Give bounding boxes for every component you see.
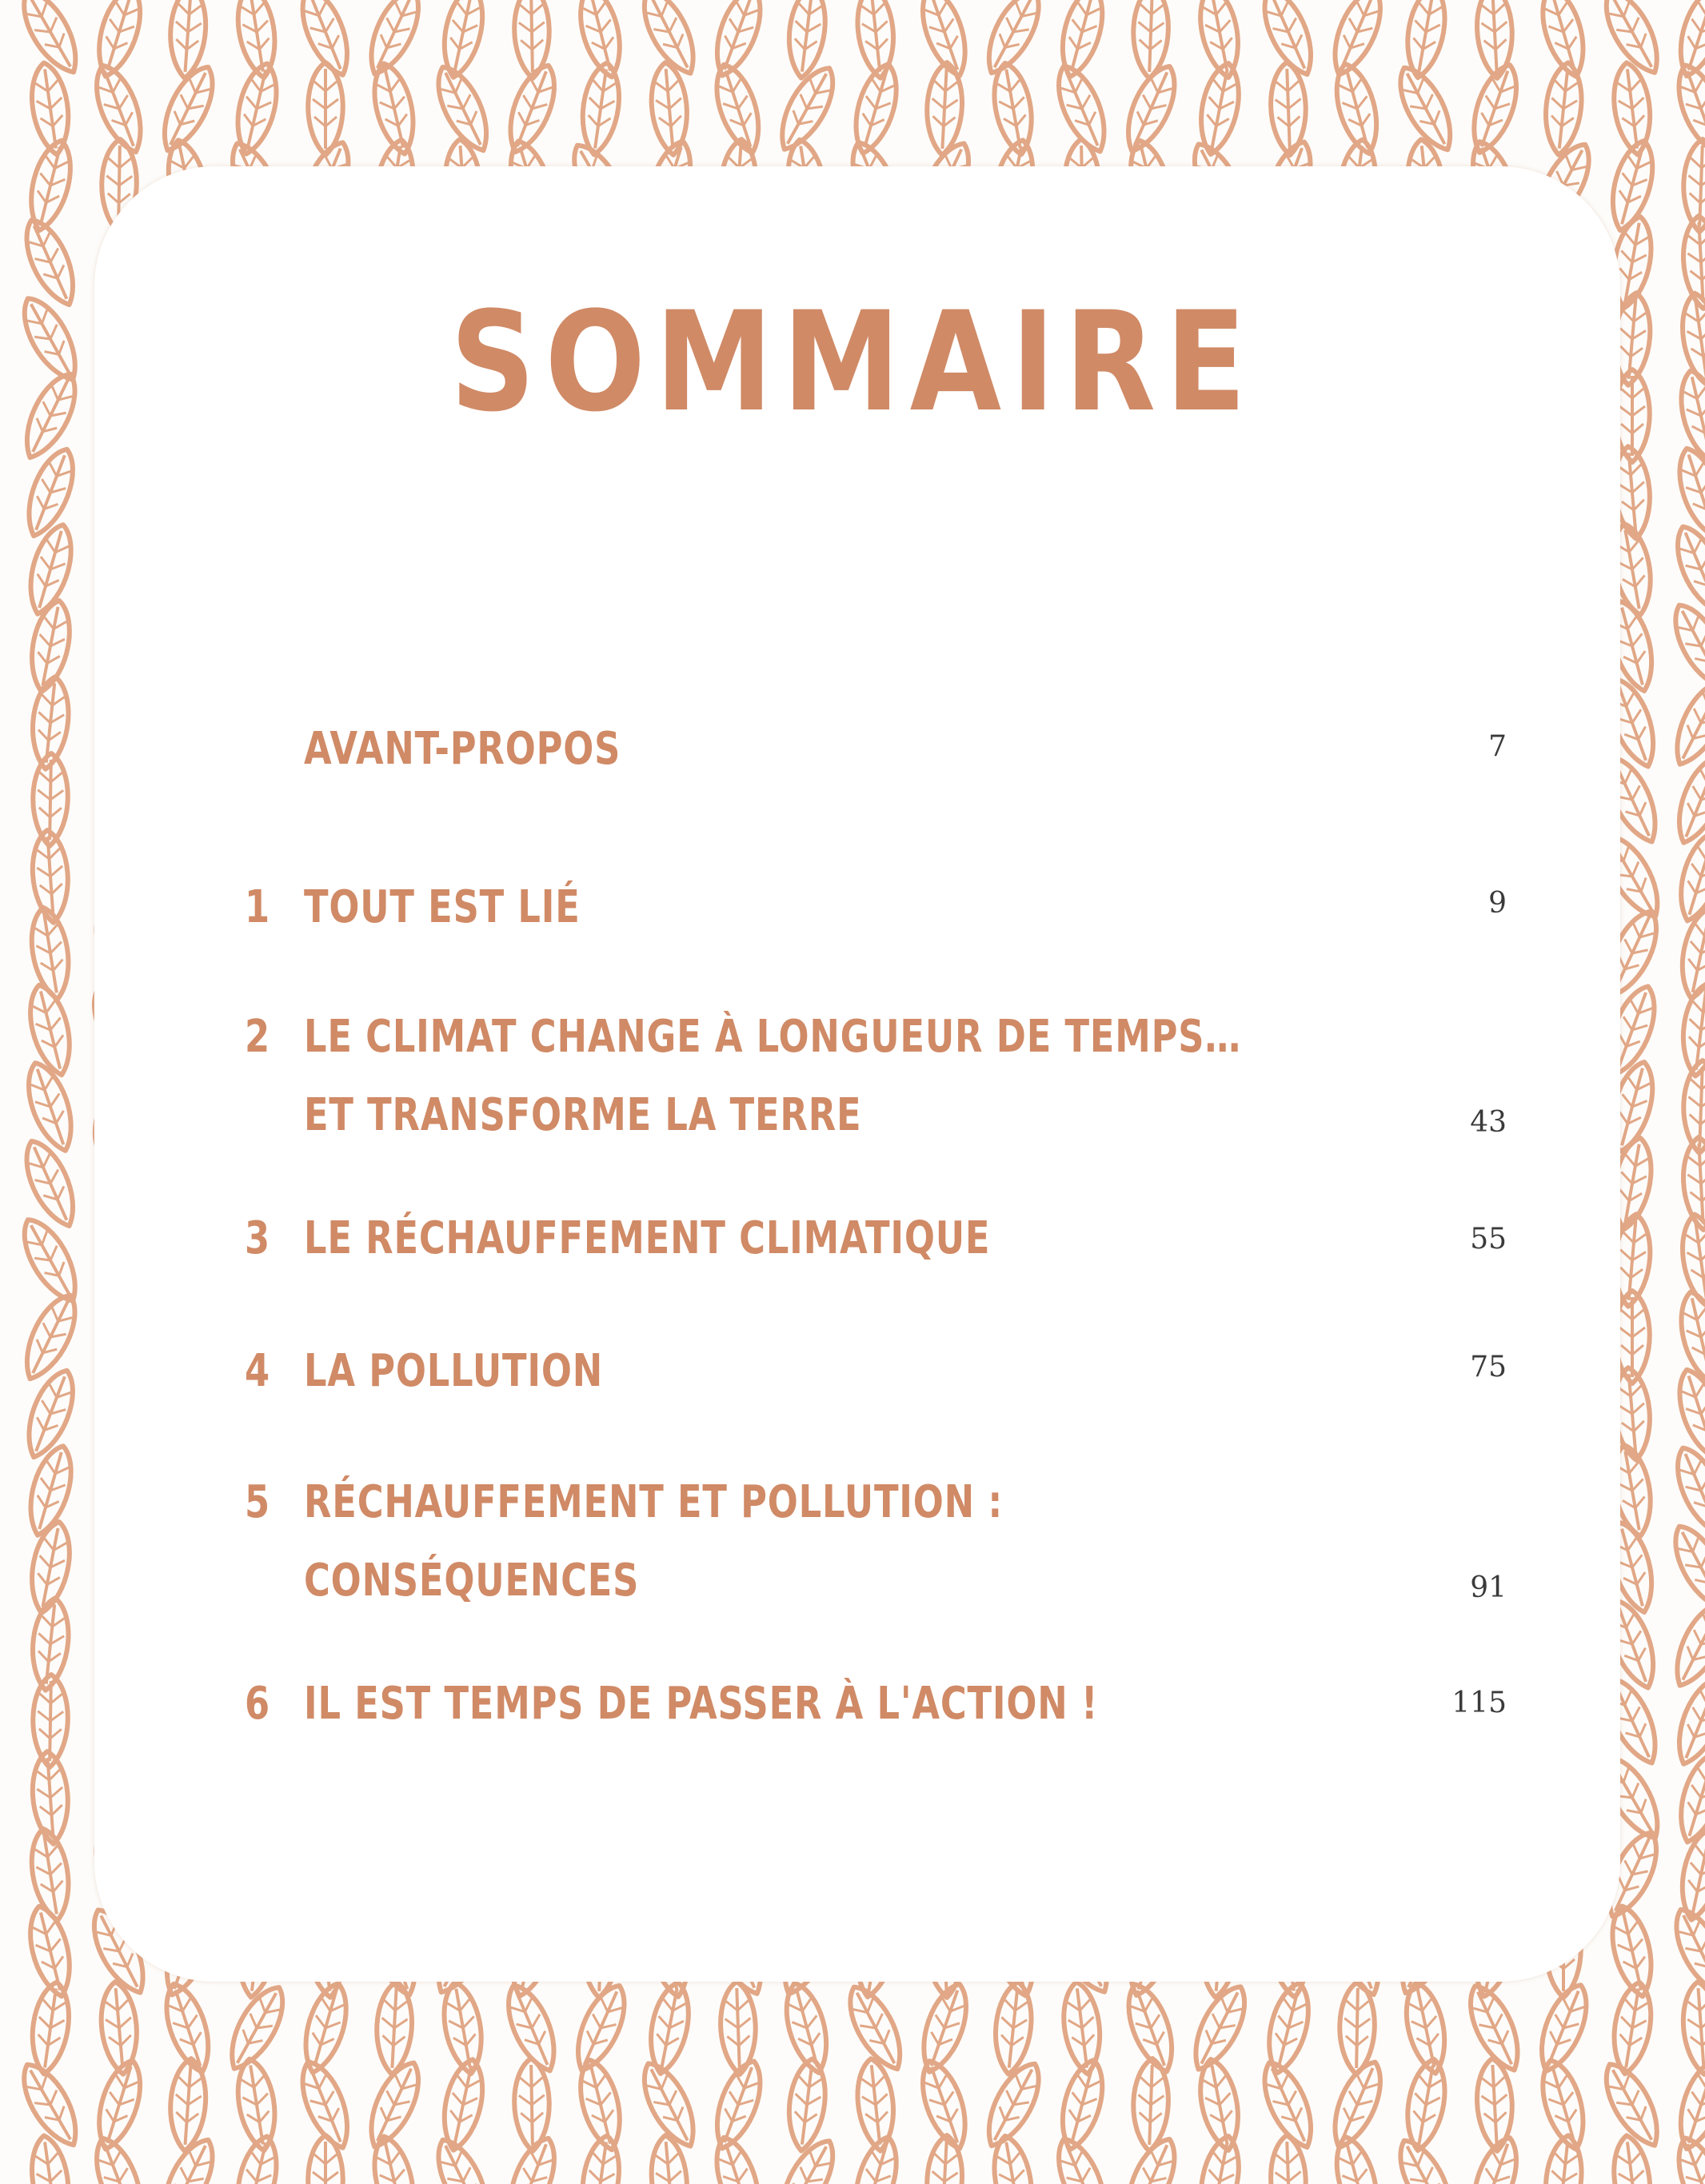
leaf-icon xyxy=(1665,1902,1705,2000)
chapter-title-line[interactable]: TOUT EST LIÉ xyxy=(304,881,581,933)
leaf-icon xyxy=(913,0,976,82)
leaf-icon xyxy=(26,1980,74,2077)
leaf-icon xyxy=(1323,2055,1391,2154)
leaf-icon xyxy=(1541,61,1585,157)
leaf-icon xyxy=(1119,1978,1184,2078)
chapter-title-line[interactable]: LE RÉCHAUFFEMENT CLIMATIQUE xyxy=(304,1212,991,1264)
leaf-icon xyxy=(1670,0,1705,82)
chapter-number: 4 xyxy=(245,1345,270,1397)
leaf-icon xyxy=(706,0,771,82)
leaf-icon xyxy=(1339,1982,1376,2075)
leaf-icon xyxy=(16,213,86,312)
leaf-icon xyxy=(991,1980,1035,2076)
leaf-icon xyxy=(22,980,78,1079)
chapter-number: 2 xyxy=(245,1011,270,1063)
leaf-icon xyxy=(13,1212,88,1310)
leaf-icon xyxy=(633,0,705,82)
chapter-title-line[interactable]: RÉCHAUFFEMENT ET POLLUTION : xyxy=(304,1476,1004,1528)
leaf-icon xyxy=(1664,673,1705,772)
leaf-icon xyxy=(89,2055,150,2154)
leaf-icon xyxy=(566,1978,636,2078)
leaf-icon xyxy=(497,1978,565,2078)
page-number: 55 xyxy=(1470,1223,1507,1256)
leaf-icon xyxy=(784,2057,829,2153)
leaf-icon xyxy=(26,61,74,158)
page-number: 91 xyxy=(1470,1571,1507,1604)
leaf-icon xyxy=(1667,520,1705,619)
chapter-title-line[interactable]: LA POLLUTION xyxy=(304,1345,604,1397)
leaf-icon xyxy=(14,1288,86,1386)
leaf-icon xyxy=(924,62,964,156)
leaf-icon xyxy=(1607,1979,1656,2076)
leaf-icon xyxy=(232,2056,281,2153)
leaf-icon xyxy=(308,2135,343,2184)
leaf-icon xyxy=(577,61,624,158)
leaf-icon xyxy=(769,2133,845,2184)
leaf-icon xyxy=(706,2055,771,2154)
leaf-icon xyxy=(1116,59,1186,158)
chapter-title-line[interactable]: IL EST TEMPS DE PASSER À L'ACTION ! xyxy=(304,1678,1099,1730)
page-title: SOMMAIRE xyxy=(449,281,1256,442)
chapter-number: 6 xyxy=(245,1678,270,1730)
leaf-icon xyxy=(499,59,565,158)
leaf-icon xyxy=(230,2133,284,2184)
leaf-icon xyxy=(292,2055,359,2154)
chapter-title-line[interactable]: ET TRANSFORME LA TERRE xyxy=(304,1089,862,1141)
leaf-icon xyxy=(167,2058,208,2153)
chapter-number: 5 xyxy=(245,1476,270,1528)
leaf-icon xyxy=(1194,2133,1246,2184)
chapter-title-line[interactable]: AVANT-PROPOS xyxy=(304,723,621,775)
chapter-number: 1 xyxy=(245,881,270,933)
page-number: 9 xyxy=(1488,887,1507,920)
leaf-icon xyxy=(1269,2134,1308,2184)
leaf-icon xyxy=(1667,1441,1705,1540)
chapter-title-line[interactable]: CONSÉQUENCES xyxy=(304,1555,640,1607)
leaf-icon xyxy=(18,443,83,542)
leaf-icon xyxy=(374,1981,414,2075)
leaf-icon xyxy=(1664,1595,1705,1693)
leaf-icon xyxy=(1664,597,1705,696)
leaf-icon xyxy=(913,1978,976,2078)
leaf-icon xyxy=(1463,59,1527,158)
page-number: 7 xyxy=(1488,730,1507,763)
leaf-icon xyxy=(1048,59,1116,158)
leaf-icon xyxy=(14,366,86,465)
page-number: 75 xyxy=(1470,1351,1507,1383)
leaf-icon xyxy=(1667,1671,1705,1771)
leaf-icon xyxy=(1463,2132,1527,2184)
leaf-icon xyxy=(438,1979,489,2077)
leaf-icon xyxy=(1254,2055,1324,2154)
leaf-icon xyxy=(86,59,152,158)
leaf-icon xyxy=(988,60,1039,158)
leaf-icon xyxy=(1530,1978,1597,2078)
leaf-icon xyxy=(308,62,343,155)
leaf-icon xyxy=(1534,0,1593,82)
leaf-icon xyxy=(152,2132,224,2184)
leaf-icon xyxy=(13,290,88,389)
leaf-icon xyxy=(1664,1519,1705,1617)
page-number: 115 xyxy=(1451,1687,1507,1719)
leaf-icon xyxy=(1132,2058,1170,2151)
leaf-icon xyxy=(19,1057,82,1156)
leaf-icon xyxy=(18,1364,83,1463)
chapter-title-line[interactable]: LE CLIMAT CHANGE À LONGUEUR DE TEMPS… xyxy=(304,1011,1241,1063)
leaf-icon xyxy=(846,2132,905,2184)
chapter-number: 3 xyxy=(245,1212,270,1264)
leaf-icon xyxy=(367,2133,421,2184)
leaf-icon xyxy=(1680,1981,1705,2076)
page-number: 43 xyxy=(1470,1106,1507,1139)
leaf-icon xyxy=(1667,750,1705,849)
leaf-icon xyxy=(16,1134,86,1233)
